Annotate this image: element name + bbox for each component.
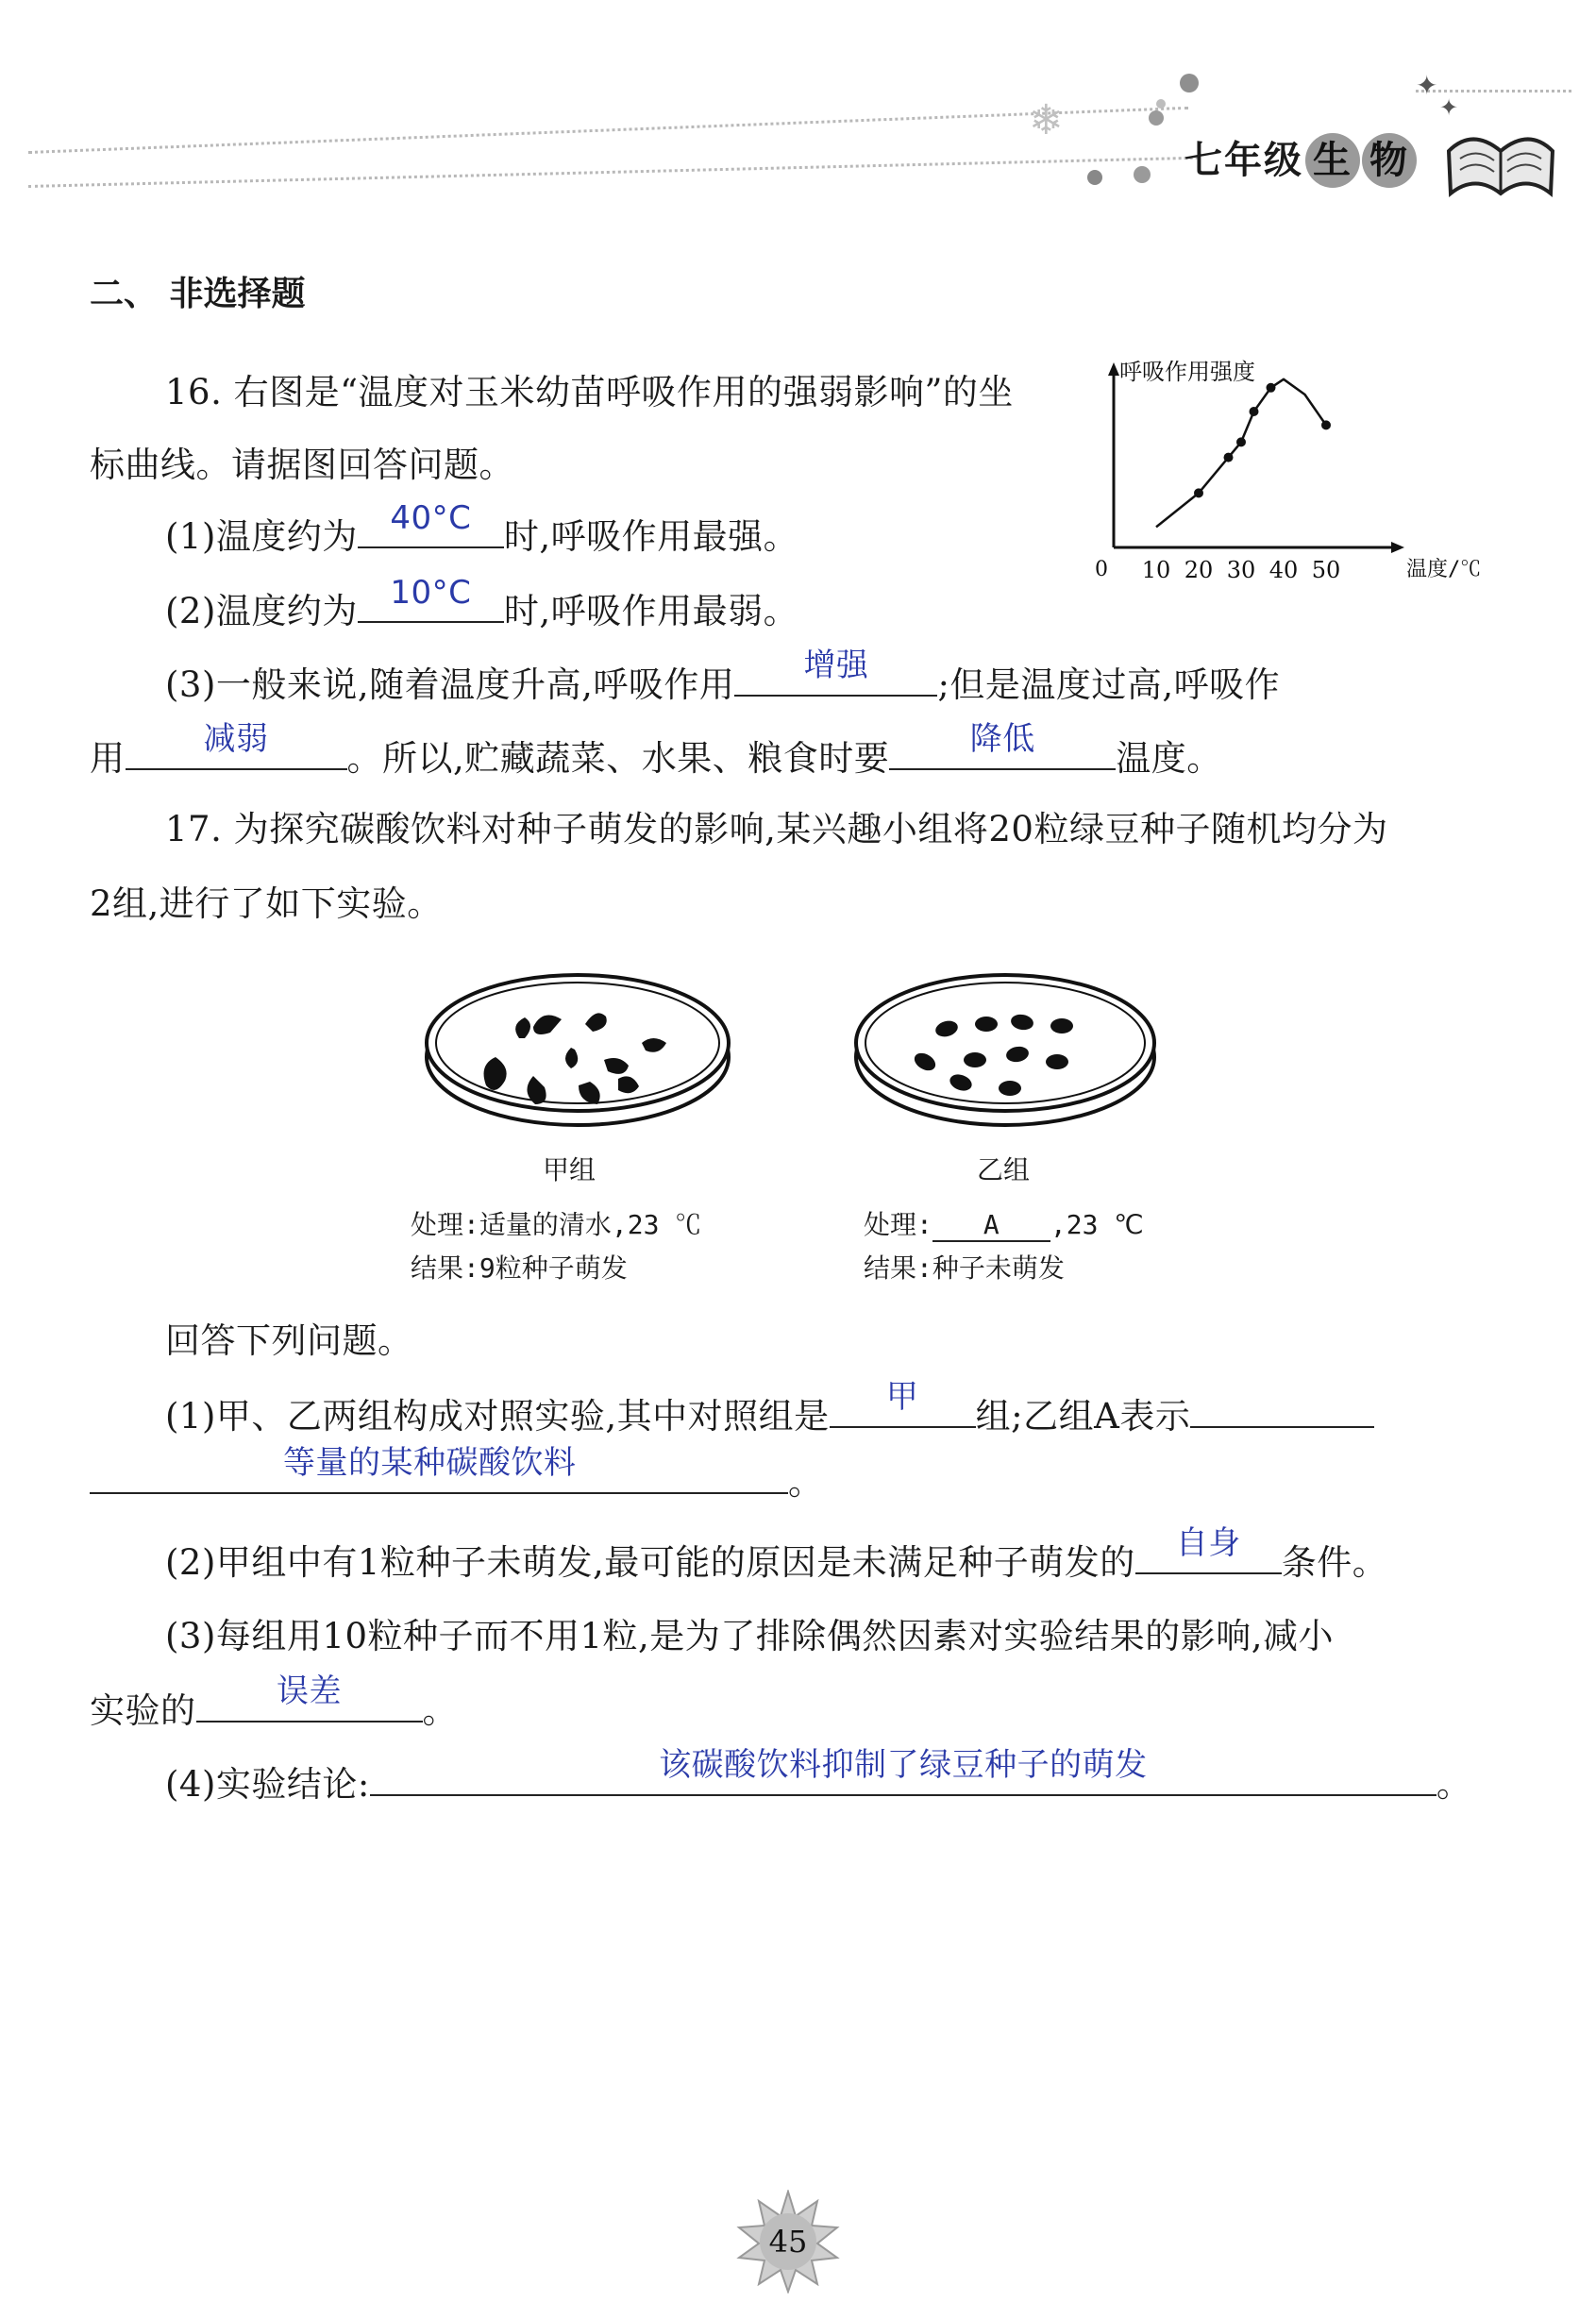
q16-line2: 标曲线。请据图回答问题。 — [90, 445, 514, 485]
data-point — [1224, 453, 1234, 462]
q17-part3-blank[interactable] — [196, 1672, 423, 1722]
q16-part3-answer3: 降低 — [969, 720, 1035, 758]
group-a-label: 甲组 — [543, 1154, 596, 1185]
q17-part1-answer2: 等量的某种碳酸饮料 — [283, 1444, 577, 1482]
chart-marks — [1156, 379, 1331, 528]
origin-label: 0 — [1095, 558, 1108, 581]
y-axis-arrow — [1108, 362, 1119, 376]
q16-part3-line2 — [90, 720, 1222, 781]
open-book-icon — [1439, 113, 1562, 208]
q16-part3-answer2: 减弱 — [203, 720, 269, 758]
y-axis-label: 呼吸作用强度 — [1119, 359, 1255, 385]
q16-part1 — [165, 499, 799, 559]
data-point — [1250, 407, 1259, 416]
group-b-treatment — [864, 1204, 1144, 1242]
q16-part3-line2-prefix: 用 — [90, 738, 126, 779]
q17-part3-line2 — [90, 1672, 458, 1733]
x-axis-label: 温度/℃ — [1406, 558, 1482, 581]
data-point — [1194, 488, 1203, 497]
data-point — [1236, 437, 1246, 446]
q17-line2: 2组,进行了如下实验。 — [90, 883, 443, 924]
page-number-badge — [736, 2190, 840, 2294]
q17-part1-mid: 组;乙组A表示 — [975, 1396, 1191, 1437]
x-tick-label: 50 — [1311, 557, 1341, 583]
chart-axes — [1095, 359, 1481, 583]
q17-intro: 回答下列问题。 — [165, 1320, 413, 1361]
svg-text:❄: ❄ — [1029, 96, 1064, 144]
q17-part3-answer: 误差 — [277, 1672, 342, 1710]
group-b-treatment-blank: A — [932, 1209, 1050, 1242]
data-point — [1267, 383, 1276, 393]
q17-part1-blank1[interactable] — [830, 1378, 976, 1428]
q16-part2-blank[interactable] — [358, 574, 504, 623]
q17-part2-answer: 自身 — [1175, 1524, 1241, 1562]
petri-dish-group-a — [420, 967, 736, 1133]
q17-part4-prefix: (4)实验结论: — [165, 1764, 370, 1805]
q16-part2-prefix: (2)温度约为 — [165, 591, 358, 631]
svg-text:✦: ✦ — [1416, 70, 1438, 101]
group-a-result: 结果:9粒种子萌发 — [411, 1252, 628, 1284]
q17-part2-blank[interactable] — [1135, 1524, 1282, 1574]
q17-part1-prefix: (1)甲、乙两组构成对照实验,其中对照组是 — [165, 1396, 830, 1437]
q17-part1-line2 — [90, 1444, 824, 1504]
x-axis-arrow — [1391, 542, 1404, 553]
grade-subject-badge — [1184, 130, 1417, 188]
q16-part2-suffix: 时,呼吸作用最弱。 — [503, 591, 799, 631]
grade-label: 七年级 — [1184, 139, 1303, 182]
group-b-treatment-prefix: 处理: — [864, 1209, 932, 1240]
group-a-treatment: 处理:适量的清水,23 ℃ — [411, 1209, 702, 1240]
group-b-result: 结果:种子未萌发 — [864, 1252, 1065, 1284]
q17-part3-suffix: 。 — [422, 1690, 458, 1731]
q17-part4-blank[interactable] — [370, 1746, 1436, 1796]
svg-text:✦: ✦ — [1439, 94, 1459, 121]
q17-part2-suffix: 条件。 — [1281, 1542, 1388, 1583]
q17-part1-answer1: 甲 — [885, 1378, 919, 1416]
q16-part2 — [165, 574, 799, 633]
group-b-treatment-suffix: ,23 ℃ — [1050, 1209, 1144, 1240]
q16-part1-suffix: 时,呼吸作用最强。 — [503, 516, 799, 557]
x-tick-label: 10 — [1141, 557, 1171, 583]
q16-part1-answer: 40°C — [390, 499, 472, 537]
q17-part2-prefix: (2)甲组中有1粒种子未萌发,最可能的原因是未满足种子萌发的 — [165, 1542, 1135, 1583]
q17-part1-end: 。 — [788, 1462, 824, 1503]
q16-part3-line2-suffix: 温度。 — [1116, 738, 1222, 779]
q16-part1-blank[interactable] — [358, 499, 504, 548]
q16-part3-answer1: 增强 — [803, 647, 869, 684]
page-number: 45 — [768, 2224, 808, 2260]
q17-part1-blank2-cont[interactable] — [90, 1444, 788, 1494]
response-curve — [1156, 379, 1326, 528]
q17-part2 — [165, 1524, 1388, 1585]
q16-part3-prefix: (3)一般来说,随着温度升高,呼吸作用 — [165, 664, 735, 705]
section-title: 二、 非选择题 — [90, 275, 306, 313]
petri-dish-group-b — [849, 967, 1161, 1133]
q17-line1: 17. 为探究碳酸饮料对种子萌发的影响,某兴趣小组将20粒绿豆种子随机均分为 — [165, 809, 1388, 849]
q16-part3-mid: ;但是温度过高,呼吸作 — [937, 664, 1281, 705]
q16-part3-blank2[interactable] — [126, 720, 347, 770]
q17-part4 — [165, 1746, 1472, 1806]
x-tick-label: 20 — [1184, 557, 1214, 583]
q16-part2-answer: 10°C — [390, 574, 472, 612]
respiration-temperature-chart — [1085, 359, 1510, 595]
subject-char-1: 生 — [1305, 133, 1360, 188]
q17-part4-answer: 该碳酸饮料抑制了绿豆种子的萌发 — [659, 1746, 1148, 1784]
q17-part1-blank2[interactable] — [1190, 1388, 1374, 1428]
x-tick-label: 40 — [1268, 557, 1299, 583]
data-point — [1321, 420, 1331, 429]
subject-char-2: 物 — [1362, 133, 1417, 188]
q17-part1-line1 — [165, 1378, 1374, 1438]
q17-part3-line1: (3)每组用10粒种子而不用1粒,是为了排除偶然因素对实验结果的影响,减小 — [165, 1616, 1335, 1656]
q16-part3-blank3[interactable] — [889, 720, 1116, 770]
q16-line1: 16. 右图是“温度对玉米幼苗呼吸作用的强弱影响”的坐 — [165, 372, 1014, 412]
q17-part4-suffix: 。 — [1436, 1764, 1472, 1805]
q16-part3-line2-mid: 。所以,贮藏蔬菜、水果、粮食时要 — [346, 738, 890, 779]
q16-part3-line1 — [165, 647, 1281, 707]
q16-part1-prefix: (1)温度约为 — [165, 516, 358, 557]
group-b-label: 乙组 — [977, 1154, 1031, 1185]
x-tick-label: 30 — [1226, 557, 1256, 583]
q16-part3-blank1[interactable] — [734, 647, 937, 697]
q17-part3-prefix: 实验的 — [90, 1690, 196, 1731]
